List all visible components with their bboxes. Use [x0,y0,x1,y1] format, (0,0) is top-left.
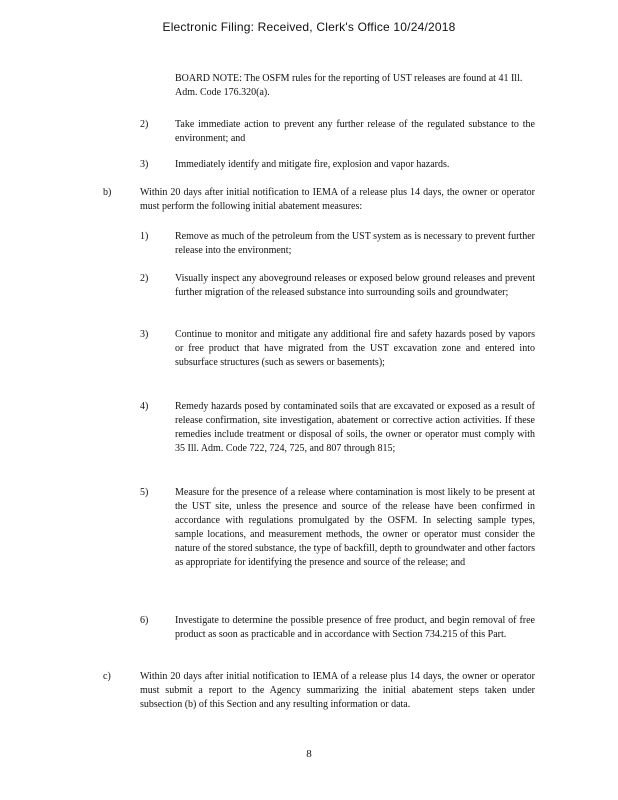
item-text: Measure for the presence of a release where contamination is most likely to be present at the UST site, unless the presence and source of the release have been confirmed in accordance with regulations promulgated by the OSFM. In selecting sample types, sample locations, and measurement methods, the owner or operator must consider the nature of the stored substance, the type of backfill, depth to groundwater and other factors as appropriate for identifying the presence and source of the release; and [175,487,535,568]
item-number: 3) [140,329,149,340]
item-number: 5) [140,487,149,498]
item-text: Immediately identify and mitigate fire, explosion and vapor hazards. [175,159,450,170]
filing-header [0,20,618,34]
item-text: Take immediate action to prevent any further release of the regulated substance to the environment; and [175,119,535,144]
subsection-label: b) [103,187,112,198]
filing-header-text: Electronic Filing: Received, Clerk's Office 10/24/2018 [162,20,456,34]
subsection-label: c) [103,671,111,682]
item-text: Remedy hazards posed by contaminated soils that are excavated or exposed as a result of release confirmation, site investigation, abatement or corrective action activities. If these remedies include treatment or disposal of soils, the owner or operator must comply with 35 Ill. Adm. Code 722, 724, 725, and 807 through 815; [175,401,535,454]
item-text: Visually inspect any aboveground releases or exposed below ground releases and prevent further migration of the released substance into surrounding soils and groundwater; [175,273,535,298]
subsection-text: Within 20 days after initial notification to IEMA of a release plus 14 days, the owner or operator must submit a report to the Agency summarizing the initial abatement steps taken under subsection (b) of this Section and any resulting information or data. [140,671,535,710]
item-text: Continue to monitor and mitigate any additional fire and safety hazards posed by vapors or free product that have migrated from the UST excavation zone and entered into subsurface structures (such as sewers or basements); [175,329,535,368]
item-number: 3) [140,159,149,170]
item-number: 6) [140,615,149,626]
item-text: Investigate to determine the possible presence of free product, and begin removal of free product as soon as practicable and in accordance with Section 734.215 of this Part. [175,615,535,640]
subsection-text: Within 20 days after initial notification to IEMA of a release plus 14 days, the owner or operator must perform the following initial abatement measures: [140,187,535,212]
item-number: 2) [140,273,149,284]
item-number: 4) [140,401,149,412]
item-number: 1) [140,231,149,242]
board-note: BOARD NOTE: The OSFM rules for the reporting of UST releases are found at 41 Ill. Adm. Code 176.320(a). [175,73,523,98]
item-number: 2) [140,119,149,130]
page-number: 8 [306,748,312,760]
item-text: Remove as much of the petroleum from the UST system as is necessary to prevent further release into the environment; [175,231,535,256]
